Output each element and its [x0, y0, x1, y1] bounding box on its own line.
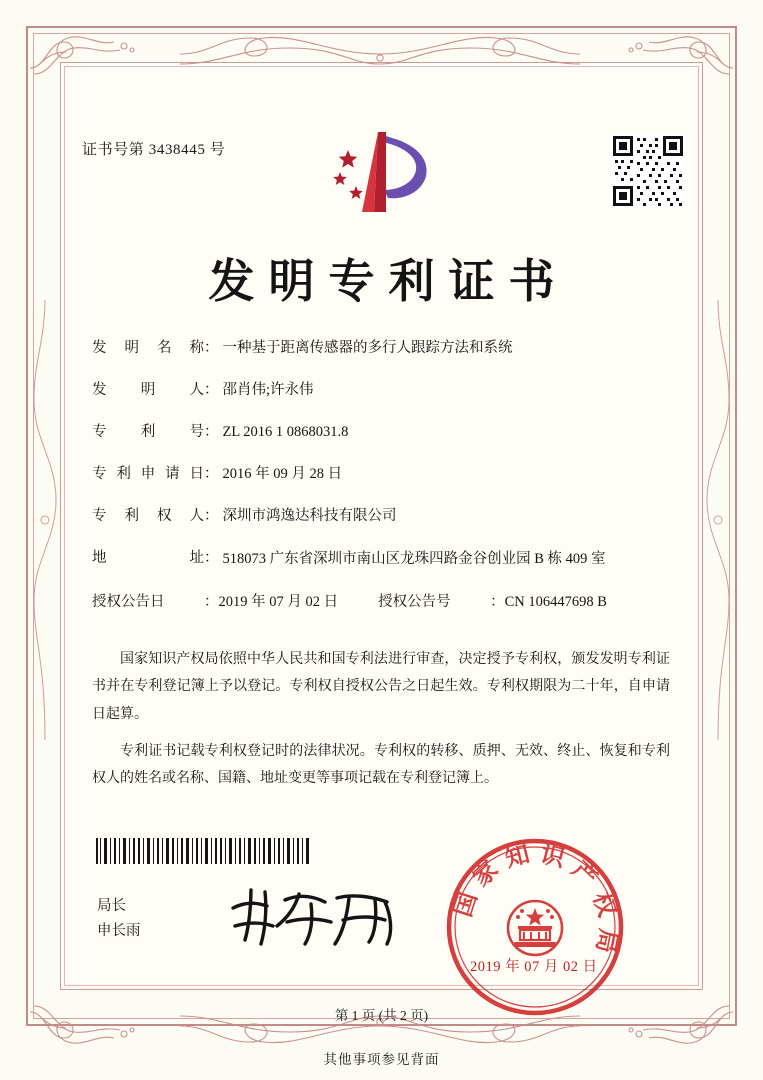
legal-paragraph: 专利证书记载专利权登记时的法律状况。专利权的转移、质押、无效、终止、恢复和专利权人的姓名或名称、国籍、地址变更等事项记载在专利登记簿上。	[92, 743, 670, 787]
field-list	[92, 338, 672, 634]
field-value: 深圳市鸿逸达科技有限公司	[222, 508, 397, 525]
footer-note: 其他事项参见背面	[323, 1052, 440, 1067]
field-label: 发 明 名 称	[92, 340, 204, 356]
svg-text:家: 家	[466, 854, 504, 893]
field-colon: ：	[204, 382, 219, 399]
field-label: 专 利 号	[92, 424, 204, 441]
page-title: 发明专利证书	[208, 254, 569, 308]
svg-text:国: 国	[447, 888, 483, 921]
svg-text:局: 局	[590, 926, 624, 956]
field-grant-date	[92, 592, 338, 613]
field-value: CN 106447698 B	[504, 593, 607, 610]
legal-text	[92, 646, 670, 802]
svg-text:识: 识	[537, 838, 568, 873]
field-value: 邵肖伟;许永伟	[222, 382, 314, 399]
field-colon: ：	[204, 550, 219, 567]
field-address	[92, 548, 672, 570]
field-inventor	[92, 380, 672, 401]
certificate-number: 证书号第 3438445 号	[82, 142, 226, 158]
field-label: 地 址	[92, 550, 204, 567]
field-label: 授权公告号	[378, 593, 451, 610]
field-label: 专 利 权 人	[92, 508, 204, 525]
field-colon: ：	[204, 508, 219, 525]
svg-text:产: 产	[566, 854, 604, 893]
director-label: 局长	[97, 898, 126, 914]
seal-date: 2019 年 07 月 02 日	[470, 959, 598, 975]
field-colon: ：	[204, 424, 219, 441]
right-border-ornament-icon	[703, 300, 733, 740]
svg-text:知: 知	[502, 838, 533, 873]
legal-paragraph: 国家知识产权局依照中华人民共和国专利法进行审查，决定授予专利权，颁发发明专利证书并在专利登记簿上予以登记。专利权自授权公告之日起生效。专利权期限为二十年，自申请日起算。	[92, 652, 670, 722]
director-name: 申长雨	[97, 923, 141, 940]
field-colon: ：	[204, 340, 219, 356]
field-value: 2019 年 07 月 02 日	[218, 593, 339, 610]
left-border-ornament-icon	[30, 300, 60, 740]
cnipa-logo-icon	[318, 128, 438, 224]
field-invention-name	[92, 338, 672, 359]
field-colon: ：	[204, 593, 219, 610]
field-label: 授权公告日	[92, 593, 165, 610]
official-seal	[440, 832, 630, 1022]
field-value: 518073 广东省深圳市南山区龙珠四路金谷创业园 B 栋 409 室	[222, 551, 606, 568]
field-label: 发 明 人	[92, 382, 204, 399]
field-application-date	[92, 464, 672, 485]
field-colon: ：	[490, 593, 505, 610]
field-label: 专 利 申 请 日	[92, 466, 204, 483]
qr-code	[611, 134, 685, 208]
field-patent-number	[92, 422, 672, 443]
field-patentee	[92, 506, 672, 527]
field-grant-row	[92, 592, 672, 613]
field-value: 2016 年 09 月 28 日	[222, 466, 343, 483]
field-colon: ：	[204, 466, 219, 483]
field-value: ZL 2016 1 0868031.8	[222, 424, 349, 441]
field-grant-number	[378, 592, 607, 613]
director-block	[97, 894, 141, 945]
top-border-ornament-icon	[180, 30, 580, 76]
handwritten-signature	[225, 882, 405, 952]
page-indicator: 第 1 页 (共 2 页)	[334, 1008, 429, 1023]
barcode	[96, 838, 312, 864]
field-value: 一种基于距离传感器的多行人跟踪方法和系统	[222, 340, 513, 356]
svg-text:权: 权	[587, 888, 623, 921]
